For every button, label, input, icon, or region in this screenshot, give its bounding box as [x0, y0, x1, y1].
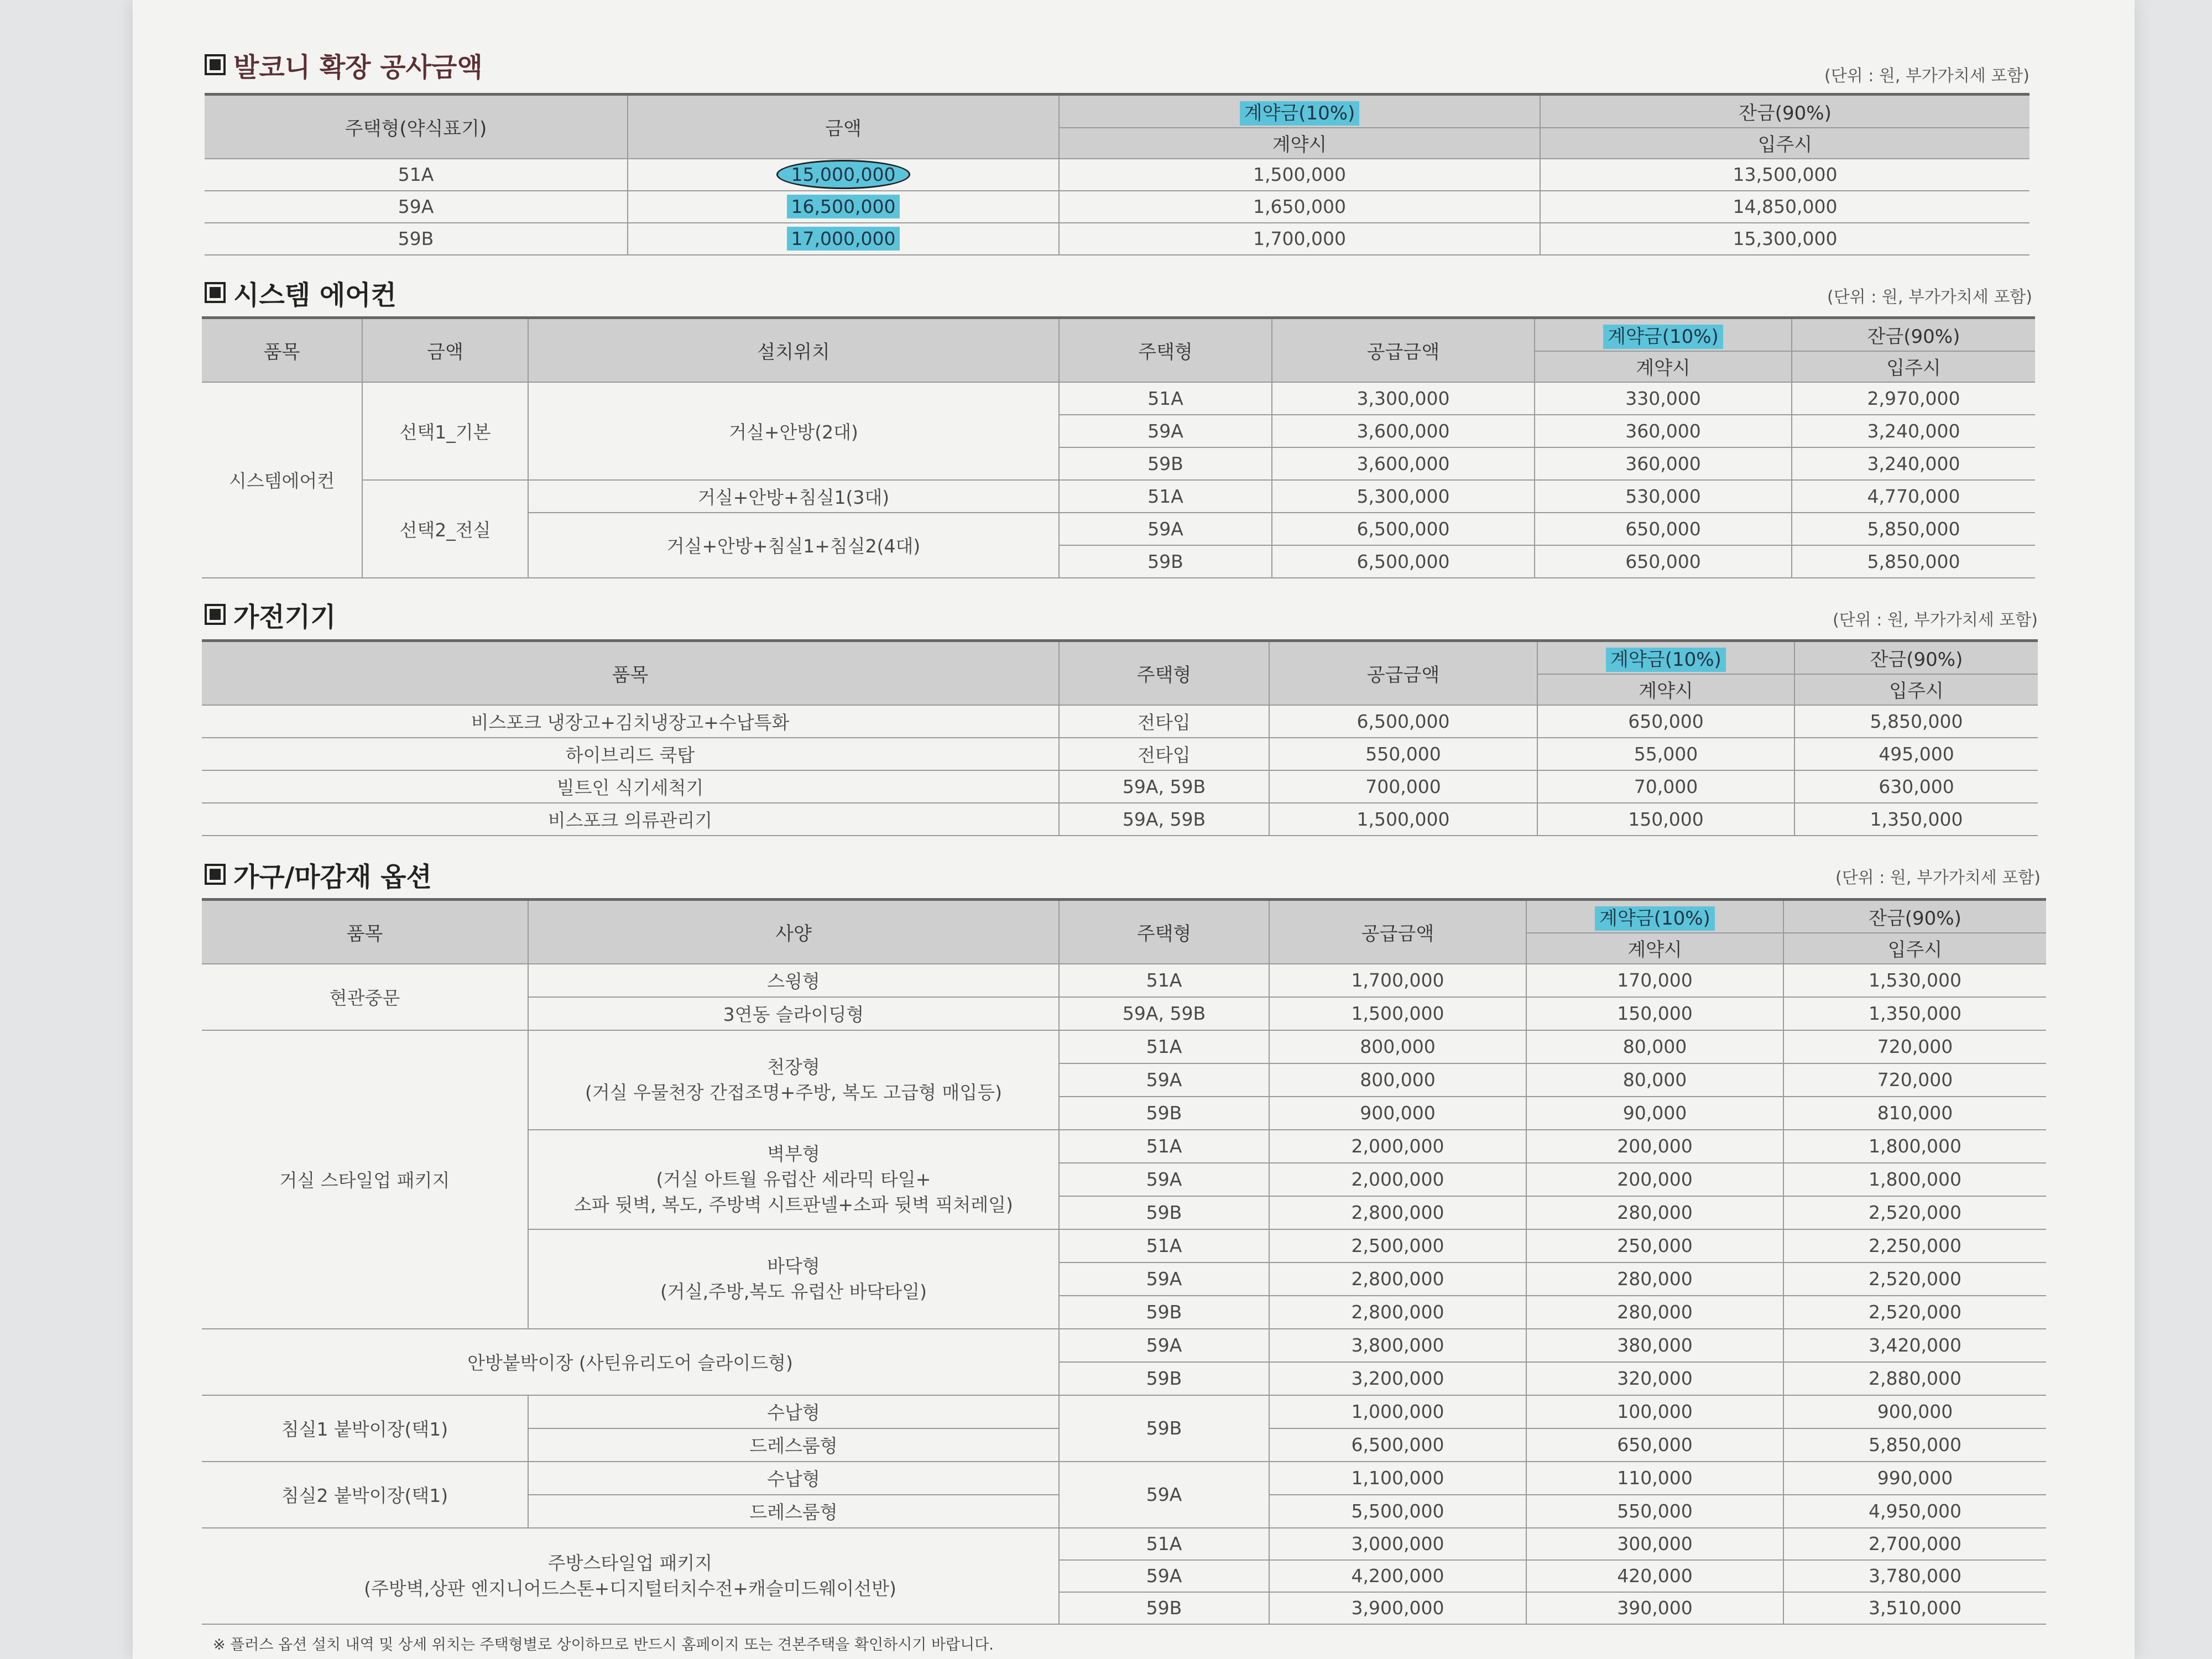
cell-item: [202, 1528, 1059, 1624]
table-row: [202, 1462, 2046, 1495]
cell-type: 59B: [1059, 1196, 1269, 1229]
cell-supply: 900,000: [1269, 1097, 1526, 1130]
table-row: [202, 1528, 2046, 1560]
cell-deposit: 380,000: [1526, 1329, 1783, 1362]
cell-deposit: 280,000: [1526, 1262, 1783, 1296]
cell-deposit: 100,000: [1526, 1395, 1783, 1428]
cell-supply: 3,600,000: [1272, 415, 1535, 447]
cell-balance: 2,520,000: [1783, 1262, 2046, 1296]
cell-type: 59B: [1059, 447, 1272, 480]
cell-item: 안방붙박이장 (사틴유리도어 슬라이드형): [202, 1329, 1059, 1395]
cell-supply: 5,300,000: [1272, 480, 1535, 513]
deposit-highlight: 계약금(10%): [1595, 906, 1715, 931]
cell-balance: 3,510,000: [1783, 1592, 2046, 1624]
header-item: 품목: [202, 641, 1059, 705]
cell-balance: 2,250,000: [1783, 1229, 2046, 1262]
cell-location: 거실+안방+침실1(3대): [528, 480, 1059, 513]
aircon-unit-note: (단위 : 원, 부가가치세 포함): [1827, 288, 2032, 307]
cell-supply: 1,500,000: [1269, 997, 1526, 1030]
cell-balance: 4,950,000: [1783, 1495, 2046, 1528]
aircon-table: [202, 316, 2035, 578]
cell-deposit: 80,000: [1526, 1030, 1783, 1063]
spec-line: (거실 아트월 유럽산 세라믹 타일+: [656, 1168, 931, 1190]
cell-supply: 1,000,000: [1269, 1395, 1526, 1428]
cell-type: 59A, 59B: [1059, 803, 1269, 836]
deposit-highlight: 계약금(10%): [1606, 648, 1726, 672]
cell-supply: 3,200,000: [1269, 1362, 1526, 1395]
cell-supply: 1,500,000: [1269, 803, 1537, 836]
cell-deposit: 250,000: [1526, 1229, 1783, 1262]
header-balance-sub: 입주시: [1783, 933, 2046, 964]
cell-balance: 2,880,000: [1783, 1362, 2046, 1395]
header-deposit-sub: 계약시: [1535, 351, 1792, 382]
cell-balance: 720,000: [1783, 1063, 2046, 1097]
cell-deposit: 150,000: [1526, 997, 1783, 1030]
spec-line: (주방벽,상판 엔지니어드스톤+디지털터치수전+캐슬미드웨이선반): [364, 1577, 896, 1599]
cell-deposit: 320,000: [1526, 1362, 1783, 1395]
cell-balance: 3,780,000: [1783, 1560, 2046, 1592]
cell-deposit: 530,000: [1535, 480, 1792, 513]
spec-line: (거실 우물천장 간접조명+주방, 복도 고급형 매입등): [585, 1081, 1002, 1103]
cell-balance: 1,800,000: [1783, 1163, 2046, 1196]
cell-type: 59B: [1059, 1296, 1269, 1329]
appliance-title-text: 가전기기: [233, 601, 336, 633]
cell-type: 59A: [1059, 1462, 1269, 1528]
section-title-aircon: [205, 275, 397, 310]
cell-type: 51A: [1059, 1130, 1269, 1163]
header-type: 주택형: [1059, 318, 1272, 382]
header-deposit-sub: 계약시: [1526, 933, 1783, 964]
cell-type: 59B: [1059, 1592, 1269, 1624]
cell-type: 59A, 59B: [1059, 997, 1269, 1030]
cell-type: 59A: [1059, 1262, 1269, 1296]
cell-type: 51A: [1059, 964, 1269, 997]
aircon-title-text: 시스템 에어컨: [233, 279, 397, 311]
cell-item: 현관중문: [202, 964, 528, 1030]
table-row: [202, 1395, 2046, 1428]
cell-deposit: 1,500,000: [1059, 159, 1540, 191]
cell-deposit: 330,000: [1535, 382, 1792, 415]
cell-type: 59B: [1059, 545, 1272, 578]
cell-deposit: 650,000: [1535, 545, 1792, 578]
deposit-highlight: 계약금(10%): [1603, 325, 1723, 349]
cell-supply: 2,500,000: [1269, 1229, 1526, 1262]
header-deposit-sub: 계약시: [1537, 674, 1794, 705]
table-row: [205, 191, 2030, 223]
header-supply: 공급금액: [1272, 318, 1535, 382]
cell-type: 59A: [1059, 1329, 1269, 1362]
header-balance-sub: 입주시: [1794, 674, 2038, 705]
section-title-furniture: [205, 857, 432, 891]
balcony-unit-note: (단위 : 원, 부가가치세 포함): [1824, 66, 2030, 86]
deposit-highlight: 계약금(10%): [1240, 101, 1360, 126]
header-balance-sub: 입주시: [1540, 128, 2030, 159]
cell-amount: [628, 191, 1059, 223]
cell-type: 51A: [205, 159, 628, 191]
header-deposit: [1059, 95, 1540, 128]
cell-location: 거실+안방(2대): [528, 382, 1059, 480]
square-bullet-icon: [205, 864, 226, 885]
table-row: [202, 480, 2035, 513]
cell-balance: 3,240,000: [1792, 415, 2035, 447]
square-bullet-icon: [205, 282, 226, 303]
header-spec: 사양: [528, 900, 1059, 964]
cell-supply: 6,500,000: [1269, 705, 1537, 738]
table-row: [205, 223, 2030, 255]
furniture-table: [202, 898, 2046, 1625]
section-title-balcony: [205, 48, 483, 82]
table-row: [202, 964, 2046, 997]
cell-balance: 720,000: [1783, 1030, 2046, 1063]
cell-balance: 2,520,000: [1783, 1196, 2046, 1229]
cell-deposit: 110,000: [1526, 1462, 1783, 1495]
spec-line: 주방스타일업 패키지: [547, 1552, 713, 1574]
cell-supply: 3,900,000: [1269, 1592, 1526, 1624]
furniture-title-text: 가구/마감재 옵션: [233, 861, 432, 893]
cell-type: 전타입: [1059, 705, 1269, 738]
square-bullet-icon: [205, 54, 226, 75]
cell-supply: 800,000: [1269, 1063, 1526, 1097]
cell-supply: 1,700,000: [1269, 964, 1526, 997]
cell-balance: 495,000: [1794, 738, 2038, 770]
cell-balance: 5,850,000: [1794, 705, 2038, 738]
header-item: 품목: [202, 900, 528, 964]
cell-option: 선택2_전실: [362, 480, 528, 578]
cell-deposit: 650,000: [1537, 705, 1794, 738]
cell-supply: 3,300,000: [1272, 382, 1535, 415]
cell-type: 59B: [205, 223, 628, 255]
circled-amount: 15,000,000: [776, 160, 911, 189]
cell-supply: 800,000: [1269, 1030, 1526, 1063]
balcony-title-text: 발코니 확장 공사금액: [233, 51, 483, 83]
cell-balance: 1,350,000: [1794, 803, 2038, 836]
cell-balance: 3,420,000: [1783, 1329, 2046, 1362]
square-bullet-icon: [205, 604, 226, 625]
cell-deposit: 90,000: [1526, 1097, 1783, 1130]
header-deposit: [1537, 641, 1794, 674]
spec-line: 벽부형: [767, 1142, 820, 1165]
cell-balance: 2,700,000: [1783, 1528, 2046, 1560]
spec-line: 천장형: [767, 1056, 820, 1078]
cell-option: 선택1_기본: [362, 382, 528, 480]
table-row: [202, 738, 2038, 770]
cell-deposit: 650,000: [1535, 513, 1792, 545]
cell-balance: 2,520,000: [1783, 1296, 2046, 1329]
appliance-unit-note: (단위 : 원, 부가가치세 포함): [1833, 611, 2038, 630]
table-row: [202, 1329, 2046, 1362]
cell-supply: 700,000: [1269, 770, 1537, 803]
header-location: 설치위치: [528, 318, 1059, 382]
balcony-table: [205, 93, 2030, 255]
cell-balance: 5,850,000: [1783, 1428, 2046, 1462]
cell-item: 빌트인 식기세척기: [202, 770, 1059, 803]
table-row: [202, 770, 2038, 803]
cell-item: 거실 스타일업 패키지: [202, 1030, 528, 1329]
header-type: 주택형(약식표기): [205, 95, 628, 159]
cell-deposit: 1,650,000: [1059, 191, 1540, 223]
cell-item: 시스템에어컨: [202, 382, 362, 578]
header-type: 주택형: [1059, 641, 1269, 705]
spec-line: 소파 뒷벽, 복도, 주방벽 시트판넬+소파 뒷벽 픽처레일): [574, 1193, 1013, 1215]
cell-deposit: 80,000: [1526, 1063, 1783, 1097]
cell-deposit: 420,000: [1526, 1560, 1783, 1592]
cell-supply: 2,800,000: [1269, 1196, 1526, 1229]
cell-balance: 1,530,000: [1783, 964, 2046, 997]
appliance-table: [202, 639, 2038, 836]
section-title-appliance: [205, 597, 336, 632]
cell-spec: 스윙형: [528, 964, 1059, 997]
cell-balance: 1,350,000: [1783, 997, 2046, 1030]
cell-item: 침실1 붙박이장(택1): [202, 1395, 528, 1462]
cell-spec: [528, 1030, 1059, 1130]
spec-line: (거실,주방,복도 유럽산 바닥타일): [660, 1280, 927, 1302]
header-balance: 잔금(90%): [1794, 641, 2038, 674]
cell-deposit: 360,000: [1535, 415, 1792, 447]
cell-type: 59A: [1059, 1063, 1269, 1097]
cell-spec: 수납형: [528, 1462, 1059, 1495]
cell-supply: 6,500,000: [1272, 513, 1535, 545]
header-amount: 금액: [628, 95, 1059, 159]
cell-supply: 5,500,000: [1269, 1495, 1526, 1528]
cell-item: 비스포크 냉장고+김치냉장고+수납특화: [202, 705, 1059, 738]
cell-spec: 드레스룸형: [528, 1428, 1059, 1462]
cell-type: 59A, 59B: [1059, 770, 1269, 803]
cell-deposit: 390,000: [1526, 1592, 1783, 1624]
cell-deposit: 150,000: [1537, 803, 1794, 836]
cell-supply: 2,800,000: [1269, 1296, 1526, 1329]
table-row: [202, 705, 2038, 738]
cell-balance: 4,770,000: [1792, 480, 2035, 513]
header-amount: 금액: [362, 318, 528, 382]
cell-balance: 5,850,000: [1792, 513, 2035, 545]
cell-spec: [528, 1229, 1059, 1329]
table-row: [202, 1030, 2046, 1063]
spec-line: 바닥형: [767, 1255, 820, 1277]
table-row: [202, 803, 2038, 836]
cell-type: 59A: [205, 191, 628, 223]
cell-supply: 2,000,000: [1269, 1163, 1526, 1196]
footnote: ※ 플러스 옵션 설치 내역 및 상세 위치는 주택형별로 상이하므로 반드시 홈페이지 또는 견본주택을 확인하시기 바랍니다.: [213, 1636, 994, 1653]
cell-balance: 810,000: [1783, 1097, 2046, 1130]
cell-deposit: 55,000: [1537, 738, 1794, 770]
header-balance: 잔금(90%): [1540, 95, 2030, 128]
cell-amount: [628, 159, 1059, 191]
cell-item: 침실2 붙박이장(택1): [202, 1462, 528, 1528]
cell-balance: 990,000: [1783, 1462, 2046, 1495]
table-row: [202, 382, 2035, 415]
cell-supply: 6,500,000: [1269, 1428, 1526, 1462]
cell-balance: 14,850,000: [1540, 191, 2030, 223]
cell-supply: 2,800,000: [1269, 1262, 1526, 1296]
cell-balance: 900,000: [1783, 1395, 2046, 1428]
cell-type: 59A: [1059, 1163, 1269, 1196]
cell-item: 하이브리드 쿡탑: [202, 738, 1059, 770]
cell-type: 51A: [1059, 1229, 1269, 1262]
header-supply: 공급금액: [1269, 641, 1537, 705]
cell-deposit: 200,000: [1526, 1163, 1783, 1196]
cell-type: 59B: [1059, 1395, 1269, 1462]
header-deposit-sub: 계약시: [1059, 128, 1540, 159]
header-item: 품목: [202, 318, 362, 382]
cell-deposit: 550,000: [1526, 1495, 1783, 1528]
highlighted-amount: 17,000,000: [787, 227, 900, 251]
cell-deposit: 360,000: [1535, 447, 1792, 480]
cell-deposit: 280,000: [1526, 1196, 1783, 1229]
cell-deposit: 70,000: [1537, 770, 1794, 803]
cell-supply: 3,000,000: [1269, 1528, 1526, 1560]
cell-balance: 13,500,000: [1540, 159, 2030, 191]
header-balance: 잔금(90%): [1783, 900, 2046, 933]
furniture-unit-note: (단위 : 원, 부가가치세 포함): [1835, 868, 2041, 888]
cell-balance: 3,240,000: [1792, 447, 2035, 480]
cell-spec: 3연동 슬라이딩형: [528, 997, 1059, 1030]
cell-type: 59B: [1059, 1362, 1269, 1395]
cell-supply: 1,100,000: [1269, 1462, 1526, 1495]
cell-type: 51A: [1059, 480, 1272, 513]
header-supply: 공급금액: [1269, 900, 1526, 964]
cell-supply: 3,600,000: [1272, 447, 1535, 480]
cell-deposit: 170,000: [1526, 964, 1783, 997]
cell-location: 거실+안방+침실1+침실2(4대): [528, 513, 1059, 578]
cell-spec: 수납형: [528, 1395, 1059, 1428]
cell-supply: 6,500,000: [1272, 545, 1535, 578]
cell-balance: 5,850,000: [1792, 545, 2035, 578]
cell-supply: 4,200,000: [1269, 1560, 1526, 1592]
cell-supply: 3,800,000: [1269, 1329, 1526, 1362]
cell-type: 51A: [1059, 1528, 1269, 1560]
cell-deposit: 280,000: [1526, 1296, 1783, 1329]
cell-item: 비스포크 의류관리기: [202, 803, 1059, 836]
cell-amount: [628, 223, 1059, 255]
highlighted-amount: 16,500,000: [787, 195, 900, 218]
cell-supply: 550,000: [1269, 738, 1537, 770]
cell-spec: [528, 1130, 1059, 1229]
cell-balance: 15,300,000: [1540, 223, 2030, 255]
cell-deposit: 300,000: [1526, 1528, 1783, 1560]
cell-type: 59A: [1059, 1560, 1269, 1592]
cell-deposit: 1,700,000: [1059, 223, 1540, 255]
cell-type: 전타입: [1059, 738, 1269, 770]
cell-balance: 2,970,000: [1792, 382, 2035, 415]
cell-type: 59A: [1059, 415, 1272, 447]
header-balance: 잔금(90%): [1792, 318, 2035, 351]
table-row: [205, 159, 2030, 191]
header-deposit: [1535, 318, 1792, 351]
cell-balance: 630,000: [1794, 770, 2038, 803]
cell-spec: 드레스룸형: [528, 1495, 1059, 1528]
cell-type: 51A: [1059, 1030, 1269, 1063]
cell-type: 51A: [1059, 382, 1272, 415]
header-balance-sub: 입주시: [1792, 351, 2035, 382]
cell-deposit: 200,000: [1526, 1130, 1783, 1163]
cell-type: 59B: [1059, 1097, 1269, 1130]
header-deposit: [1526, 900, 1783, 933]
cell-deposit: 650,000: [1526, 1428, 1783, 1462]
cell-balance: 1,800,000: [1783, 1130, 2046, 1163]
cell-supply: 2,000,000: [1269, 1130, 1526, 1163]
cell-type: 59A: [1059, 513, 1272, 545]
header-type: 주택형: [1059, 900, 1269, 964]
